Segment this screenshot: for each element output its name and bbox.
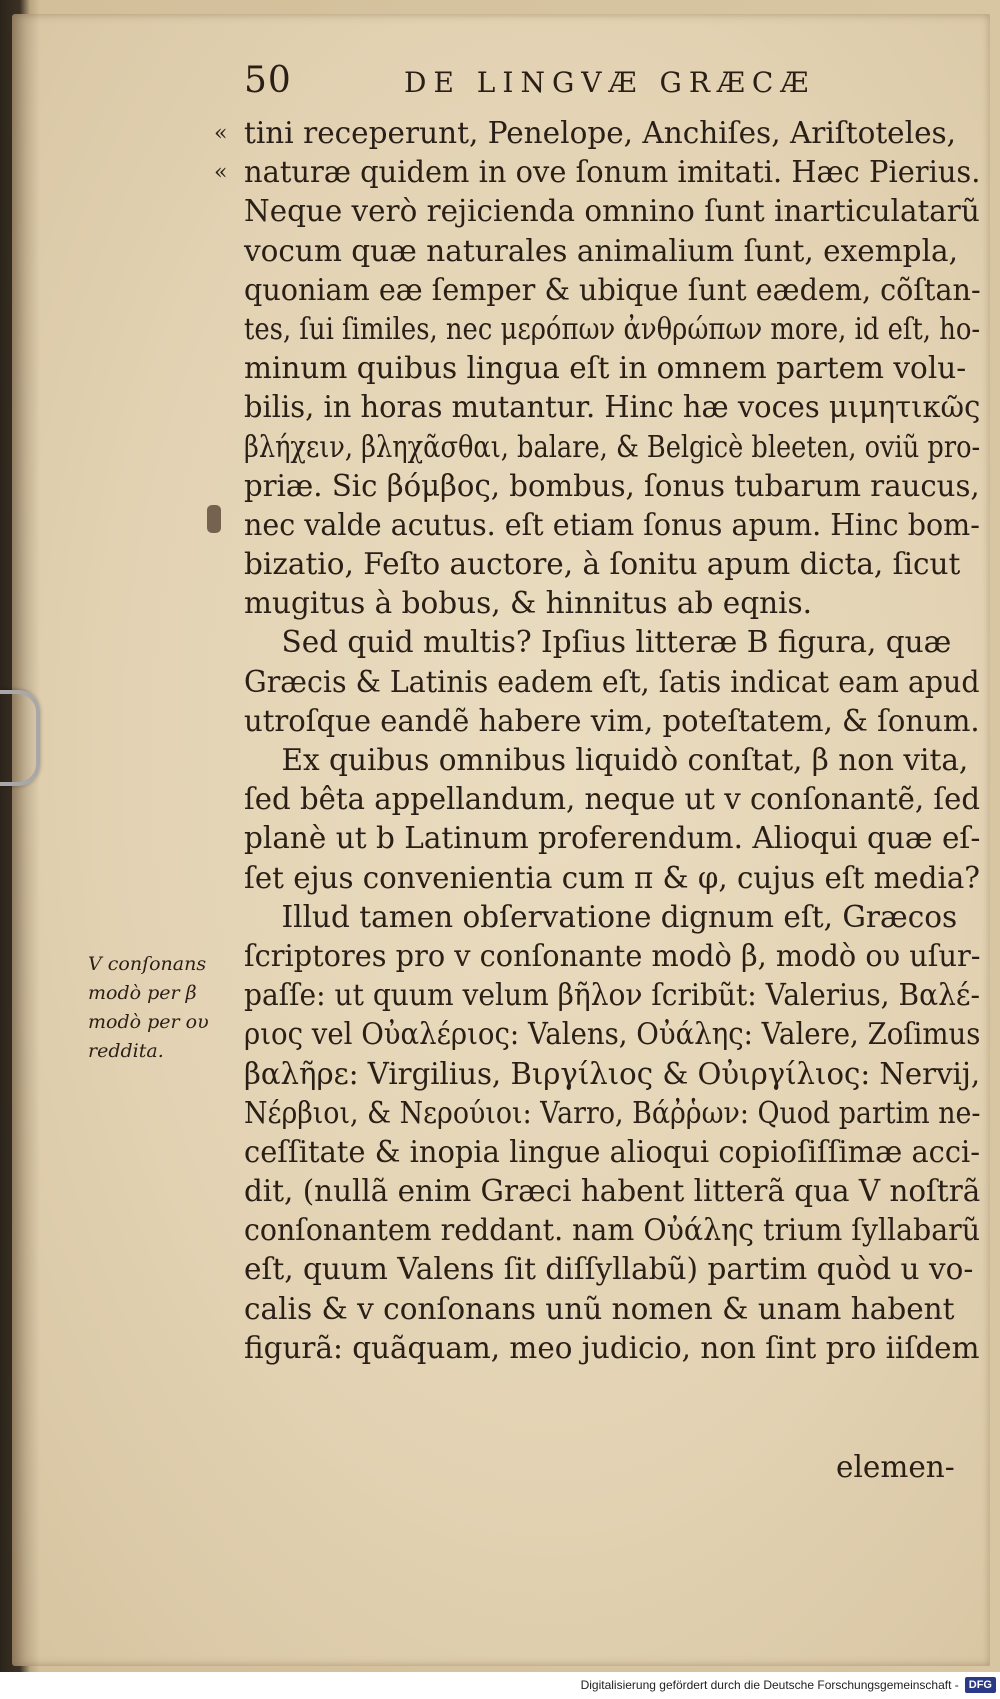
text-line: Ex quibus omnibus liquidò conſtat, β non vita,: [244, 743, 969, 777]
marginal-note-line: V conſonans: [88, 953, 207, 975]
text-line: figurã: quãquam, meo judicio, non ſint pro iiſdem: [244, 1330, 980, 1365]
quote-mark: «: [214, 160, 228, 186]
text-line: βλήχειν, βληχᾶσθαι, balare, & Belgicè bleeten, oviũ pro-: [244, 429, 981, 464]
dfg-logo: DFG: [965, 1677, 996, 1693]
footer-bar: [0, 1672, 1000, 1699]
marginal-note-line: modò per β: [88, 982, 197, 1004]
text-line: naturæ quidem in ove ſonum imitati. Hæc Pierius.: [244, 155, 981, 190]
page-header: [244, 60, 844, 110]
text-line: conſonantem reddant. nam Οὐάλης trium ſyllabarũ: [244, 1213, 981, 1248]
text-line: dit, (nullã enim Græci habent litterã qua V noſtrã: [244, 1174, 981, 1209]
text-line: ſed bêta appellandum, neque ut v conſonantẽ, ſed: [244, 782, 981, 817]
text-line: mugitus à bobus, & hinnitus ab eqnis.: [244, 586, 813, 621]
text-line: Sed quid multis? Ipſius litteræ B figura, quæ: [244, 625, 952, 660]
text-line: Græcis & Latinis eadem eſt, ſatis indicat eam apud: [244, 664, 980, 699]
page-clip: [0, 690, 40, 786]
text-line: bizatio, Feſto auctore, à ſonitu apum dicta, ſicut: [244, 547, 961, 582]
text-line: vocum quæ naturales animalium ſunt, exempla,: [244, 233, 958, 268]
text-line: utroſque eandẽ habere vim, poteſtatem, & ſonum.: [244, 703, 980, 738]
running-head: DE LINGVÆ GRÆCÆ: [404, 66, 816, 99]
text-line: nec valde acutus. eſt etiam ſonus apum. Hinc bom-: [244, 507, 980, 542]
spine-shadow: [12, 14, 40, 1666]
text-line: βαλῆρε: Virgilius, Βιργίλιος & Οὐιργίλιος: Nervij,: [244, 1056, 981, 1091]
marginal-note: [88, 950, 218, 1066]
text-line: Illud tamen obſervatione dignum eſt, Græcos: [244, 899, 958, 934]
text-line: calis & v conſonans unũ nomen & unam habent: [244, 1291, 955, 1326]
text-line: Νέρβιοι, & Νερούιοι: Varro, Βάῤῥων: Quod partim ne-: [244, 1095, 981, 1130]
text-line: ceſſitate & inopia lingue alioqui copioſiſſimæ acci-: [244, 1134, 981, 1169]
text-line: paſſe: ut quum velum βῆλον ſcribũt: Valerius, Βαλέ-: [244, 978, 980, 1013]
catchword: elemen-: [836, 1450, 955, 1484]
text-line: bilis, in horas mutantur. Hinc hæ voces μιμητικῶς: [244, 390, 981, 425]
ink-stain: [207, 505, 221, 533]
text-line: Neque verò rejicienda omnino ſunt inarticulatarũ: [244, 194, 980, 229]
marginal-note-line: modò per ου: [88, 1011, 209, 1033]
text-line: tini receperunt, Penelope, Anchiſes, Ariſtoteles,: [244, 116, 957, 150]
text-line: ſet ejus convenientia cum π & φ, cujus eſt media?: [244, 860, 980, 895]
text-line: ριος vel Οὐαλέριος: Valens, Οὐάλης: Valere, Zoſimus: [244, 1017, 981, 1052]
text-line: priæ. Sic βόμβος, bombus, ſonus tubarum raucus,: [244, 468, 980, 503]
funding-notice: Digitalisierung gefördert durch die Deutsche Forschungsgemeinschaft -: [580, 1678, 959, 1692]
text-line: eſt, quum Valens ſit diſſyllabũ) partim quòd u vo-: [244, 1252, 974, 1287]
quote-mark: «: [214, 121, 228, 146]
marginal-note-line: reddita.: [88, 1040, 164, 1062]
page-number: 50: [244, 60, 292, 101]
text-line: quoniam eæ ſemper & ubique ſunt eædem, cõſtan-: [244, 272, 981, 307]
quote-marks: [214, 114, 244, 192]
text-line: ſcriptores pro v conſonante modò β, modò ου uſur-: [244, 938, 981, 973]
body-text: [244, 114, 980, 1368]
text-line: tes, ſui ſimiles, nec μερόπων ἀνθρώπων more, id eſt, ho-: [244, 311, 981, 346]
text-line: planè ut b Latinum proferendum. Alioqui quæ eſ-: [244, 821, 981, 856]
text-line: minum quibus lingua eſt in omnem partem volu-: [244, 351, 967, 386]
